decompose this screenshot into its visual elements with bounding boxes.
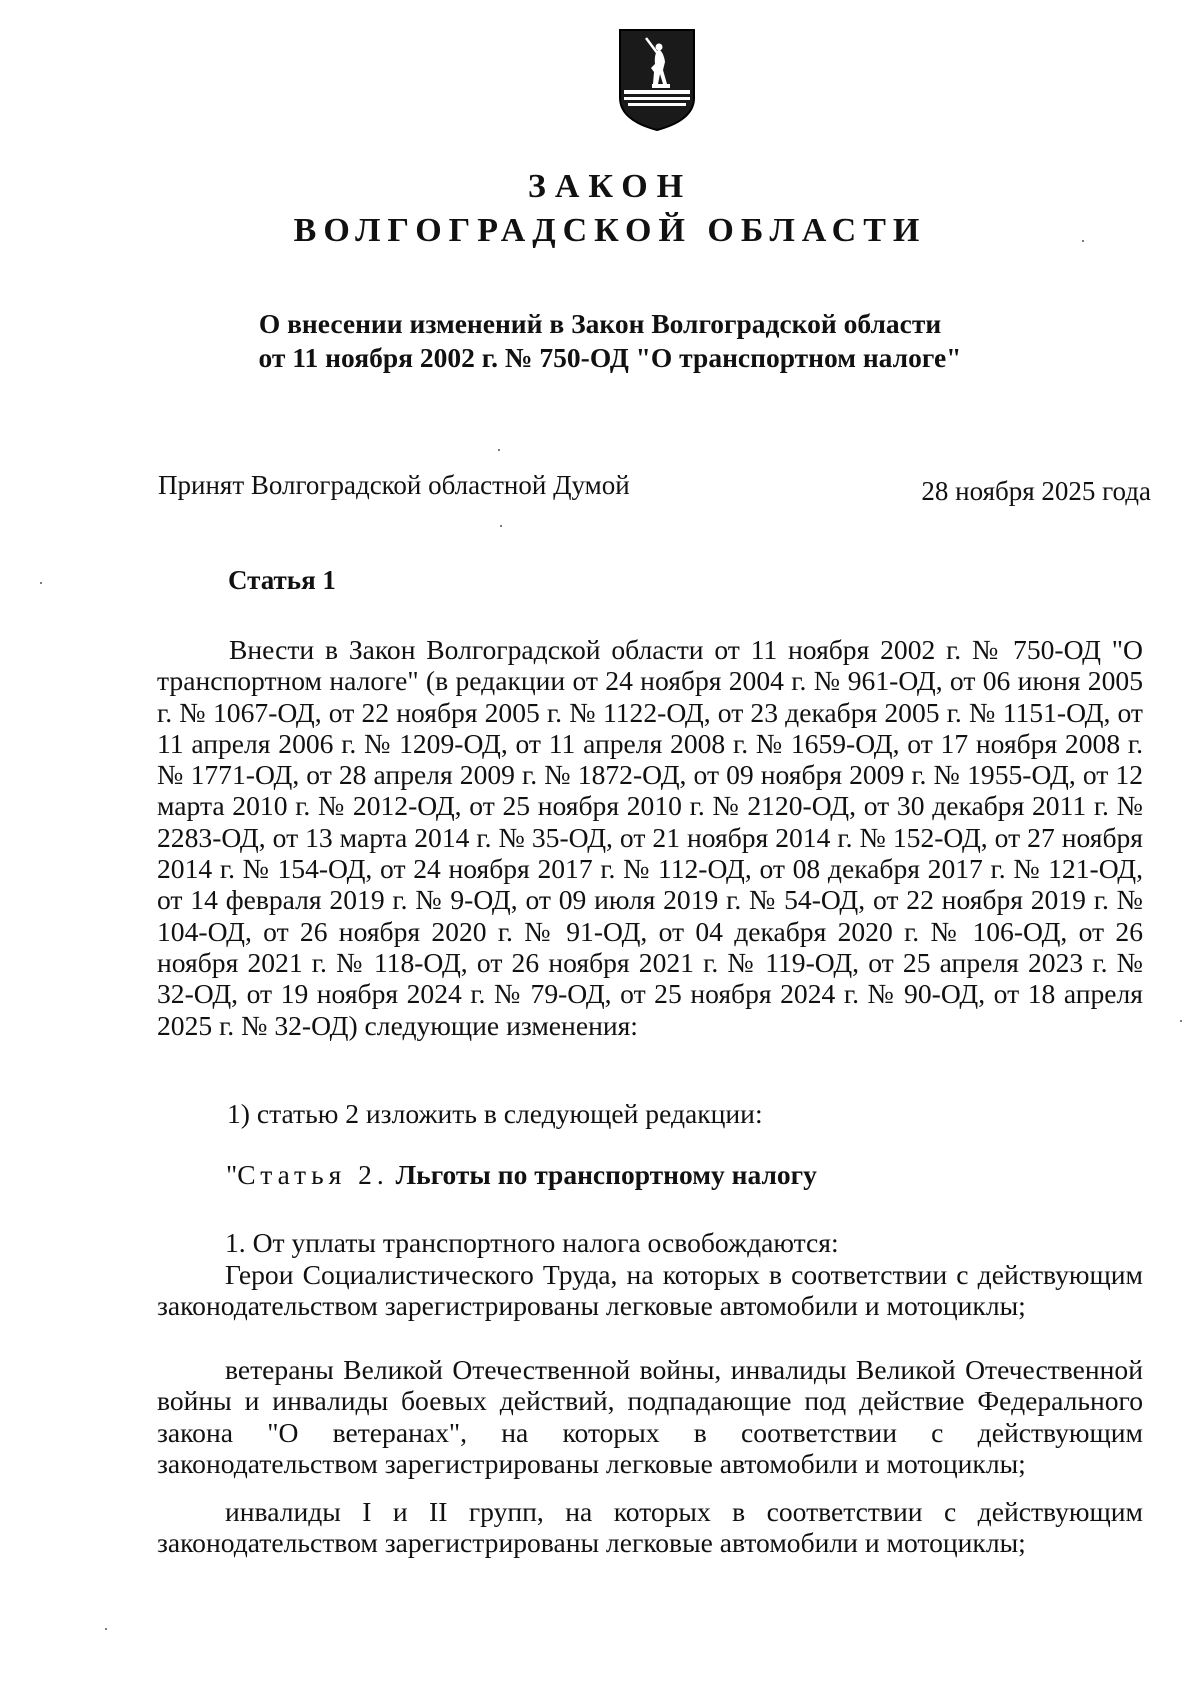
scan-speck	[1180, 1020, 1182, 1022]
coat-of-arms-emblem	[618, 28, 696, 132]
scan-speck	[498, 449, 500, 451]
law-subject-line-2: от 11 ноября 2002 г. № 750-ОД "О транспортном налоге"	[258, 342, 962, 373]
exemption-veterans: ветераны Великой Отечественной войны, инвалиды Великой Отечественной войны и инвалиды боевых действий, подпадающие под действие Федерального закона "О ветеранах", на которых в соответствии с действующим законодательством зарегистрированы легковые автомобили и мотоциклы;	[157, 1354, 1143, 1479]
article-1-heading: Статья 1	[228, 565, 336, 595]
scan-speck	[40, 582, 42, 584]
exemption-heroes: Герои Социалистического Труда, на которых в соответствии с действующим законодательством зарегистрированы легковые автомобили и мотоциклы;	[157, 1259, 1143, 1322]
law-title: ЗАКОН	[527, 168, 693, 205]
article-2-paragraph-1: 1. От уплаты транспортного налога освобождаются:	[225, 1227, 839, 1258]
adoption-date: 28 ноября 2025 года	[921, 476, 1151, 506]
adopted-by-label: Принят Волгоградской областной Думой	[158, 470, 630, 500]
article-2-title: Льготы по транспортному налогу	[395, 1159, 817, 1190]
scan-speck	[500, 525, 502, 527]
article-1-item-1: 1) статью 2 изложить в следующей редакции:	[227, 1098, 763, 1129]
law-subject-line-1: О внесении изменений в Закон Волгоградской области	[258, 308, 942, 339]
article-2-label: Статья 2.	[237, 1159, 389, 1190]
quote-mark: "	[226, 1159, 238, 1190]
article-2-heading	[226, 1159, 817, 1191]
article-1-intro-paragraph: Внести в Закон Волгоградской области от 11 ноября 2002 г. № 750-ОД "О транспортном налоге" (в редакции от 24 ноября 2004 г. № 961-ОД, от 06 июня 2005 г. № 1067-ОД, от 22 ноября 2005 г. № 1122-ОД, от 23 декабря 2005 г. № 1151-ОД, от 11 апреля 2006 г. № 1209-ОД, от 11 апреля 2008 г. № 1659-ОД, от 17 ноября 2008 г. № 1771-ОД, от 28 апреля 2009 г. № 1872-ОД, от 09 ноября 2009 г. № 1955-ОД, от 12 марта 2010 г. № 2012-ОД, от 25 ноября 2010 г. № 2120-ОД, от 30 декабря 2011 г. № 2283-ОД, от 13 марта 2014 г. № 35-ОД, от 21 ноября 2014 г. № 152-ОД, от 27 ноября 2014 г. № 154-ОД, от 24 ноября 2017 г. № 112-ОД, от 08 декабря 2017 г. № 121-ОД, от 14 февраля 2019 г. № 9-ОД, от 09 июля 2019 г. № 54-ОД, от 22 ноября 2019 г. № 104-ОД, от 26 ноября 2020 г. № 91-ОД, от 04 декабря 2020 г. № 106-ОД, от 26 ноября 2021 г. № 118-ОД, от 26 ноября 2021 г. № 119-ОД, от 25 апреля 2023 г. № 32-ОД, от 19 ноября 2024 г. № 79-ОД, от 25 ноября 2024 г. № 90-ОД, от 18 апреля 2025 г. № 32-ОД) следующие изменения:	[157, 634, 1143, 1041]
exemption-disabled: инвалиды I и II групп, на которых в соответствии с действующим законодательством зарегистрированы легковые автомобили и мотоциклы;	[157, 1496, 1143, 1559]
region-title: ВОЛГОГРАДСКОЙ ОБЛАСТИ	[293, 212, 927, 249]
scan-speck	[105, 1628, 107, 1630]
scan-speck	[1082, 240, 1084, 242]
